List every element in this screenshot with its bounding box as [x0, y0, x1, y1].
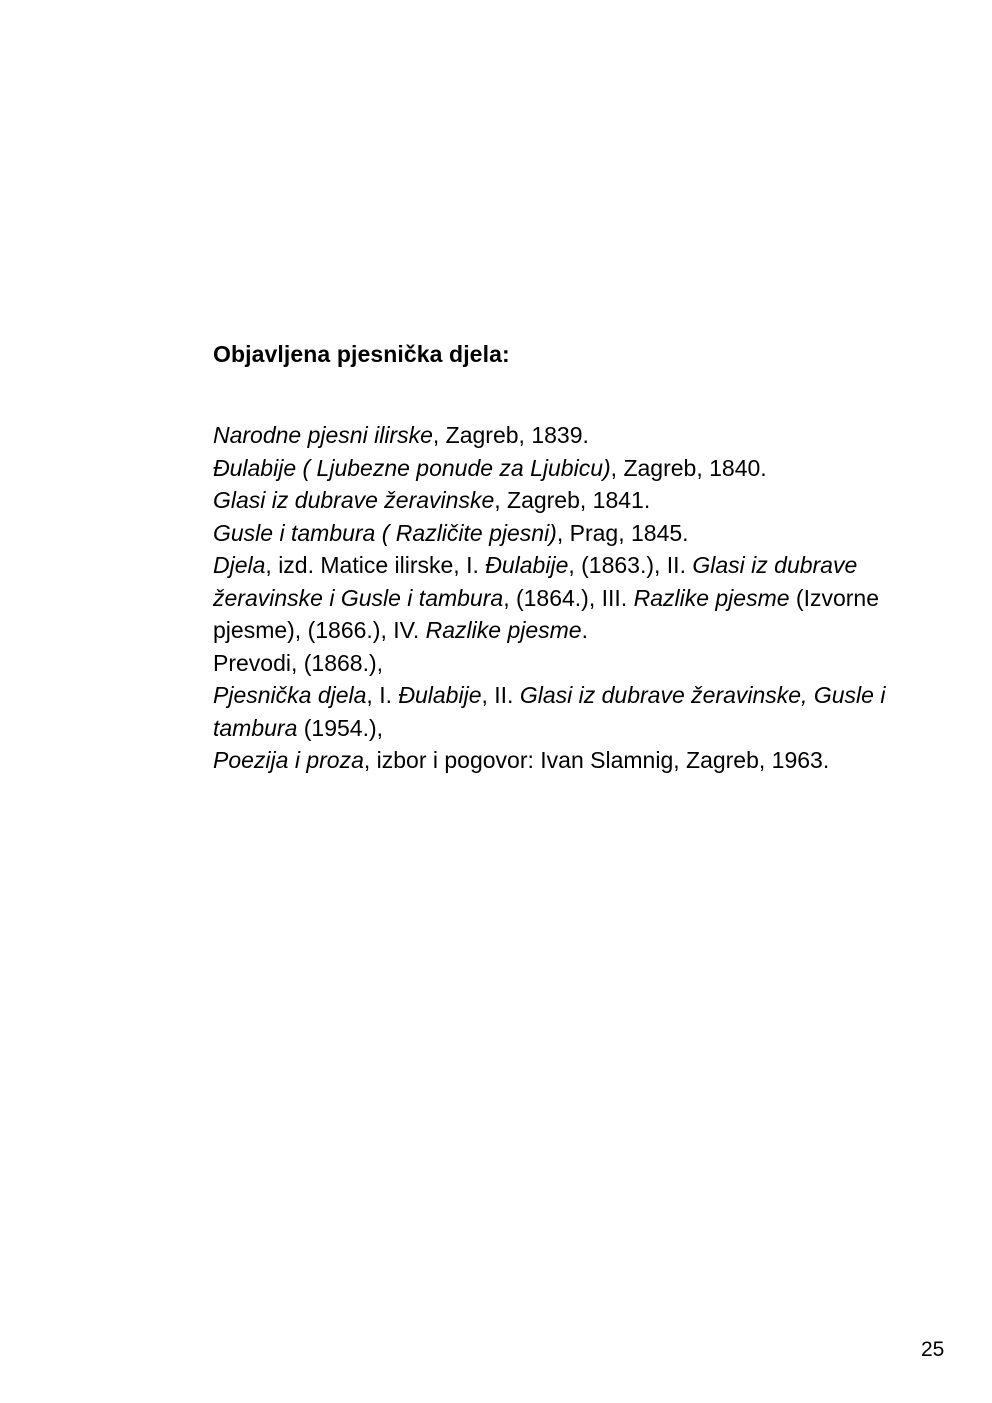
- work-title: Razlike pjesme: [633, 584, 790, 611]
- work-details: .: [581, 617, 588, 643]
- work-details: , Zagreb, 1840.: [610, 454, 767, 481]
- work-details: , izbor i pogovor: Ivan Slamnig, Zagreb, 1963.: [363, 747, 830, 773]
- work-details: Prevodi, (1868.),: [213, 649, 384, 676]
- work-title: Đulabije: [398, 682, 482, 708]
- work-details: (1954.),: [297, 714, 384, 741]
- work-entry: [213, 452, 893, 485]
- work-title: Narodne pjesni ilirske: [213, 422, 433, 448]
- work-title: Glasi iz dubrave žeravinske, Gusle i tambura: [213, 682, 886, 741]
- section-heading: Objavljena pjesnička djela:: [213, 341, 510, 367]
- work-details: , I.: [366, 682, 399, 708]
- work-details: , (1864.), III.: [503, 584, 634, 611]
- work-title: Glasi iz dubrave žeravinske: [213, 487, 495, 513]
- work-details: , Prag, 1845.: [556, 519, 689, 546]
- work-details: , II.: [481, 682, 520, 708]
- work-title: Glasi iz dubrave žeravinske i Gusle i tambura: [213, 552, 858, 611]
- work-entry: [213, 484, 893, 517]
- work-details: , Zagreb, 1839.: [432, 422, 589, 448]
- work-entry: [213, 679, 893, 744]
- work-details: , Zagreb, 1841.: [494, 487, 651, 513]
- work-title: Poezija i proza: [213, 747, 364, 773]
- published-works-list: [213, 419, 893, 777]
- work-entry: [213, 419, 893, 452]
- work-entry: [213, 744, 893, 777]
- work-entry: [213, 647, 893, 680]
- page-number: 25: [921, 1338, 945, 1361]
- work-title: Pjesnička djela: [213, 682, 367, 708]
- work-entry: [213, 517, 893, 550]
- work-title: Djela: [213, 552, 266, 578]
- work-title: Gusle i tambura ( Različite pjesni): [213, 519, 557, 546]
- work-entry: [213, 549, 893, 647]
- work-details: (Izvorne pjesme), (1866.), IV.: [213, 584, 880, 643]
- work-title: Đulabije ( Ljubezne ponude za Ljubicu): [213, 454, 611, 481]
- work-details: , izd. Matice ilirske, I.: [265, 552, 486, 578]
- work-title: Razlike pjesme: [425, 617, 582, 643]
- work-details: , (1863.), II.: [568, 552, 693, 578]
- work-title: Đulabije: [485, 552, 569, 578]
